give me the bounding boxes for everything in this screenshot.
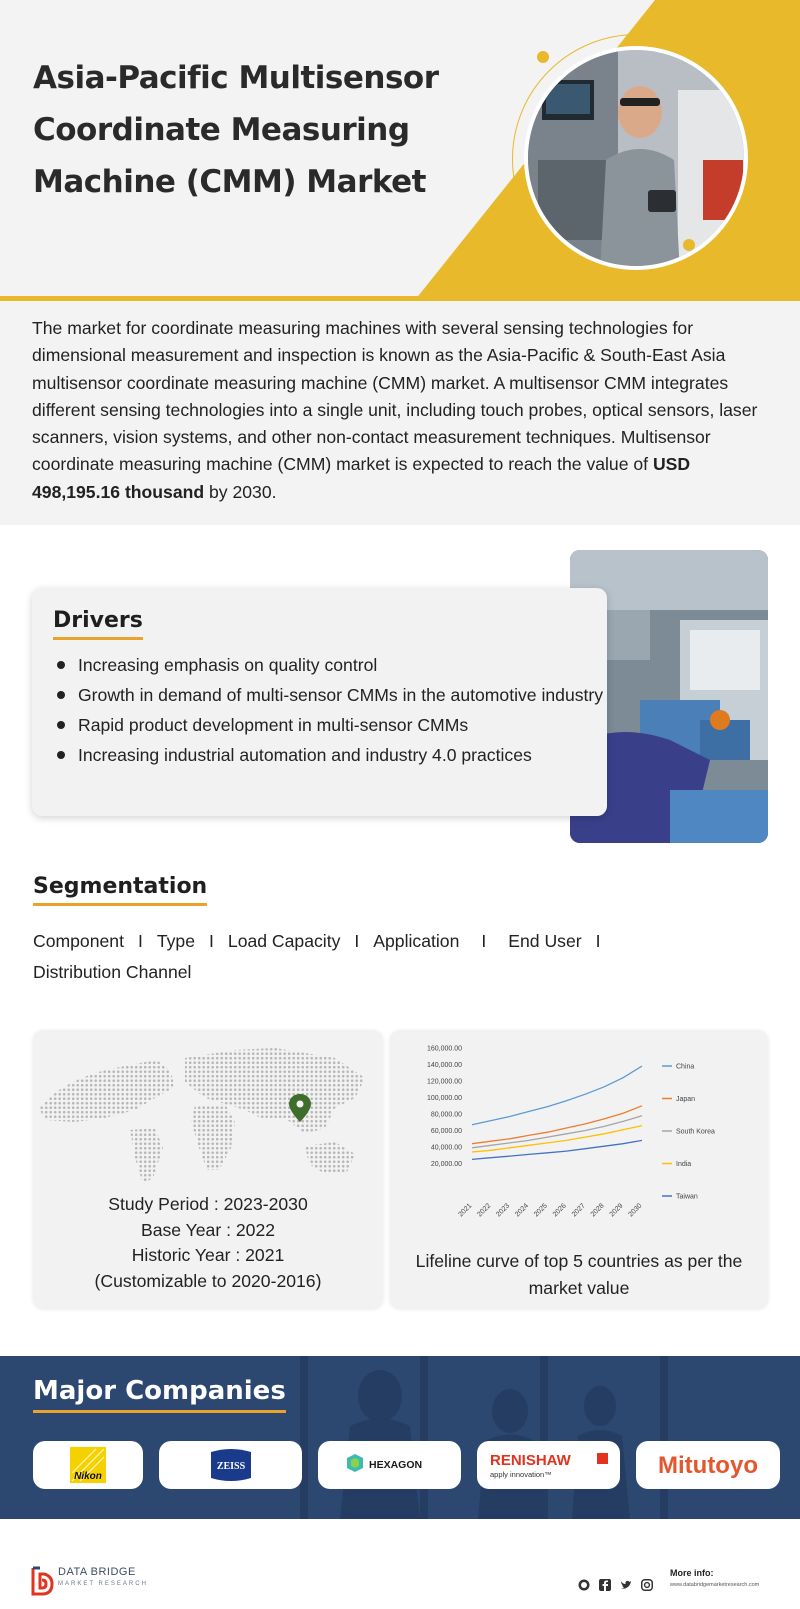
segment-distribution-channel: Distribution Channel	[33, 962, 192, 982]
study-period-card	[33, 1030, 383, 1308]
segment-separator: I	[354, 931, 360, 951]
drivers-title: Drivers	[53, 608, 143, 640]
base-year: Base Year : 2022	[140, 1219, 276, 1240]
y-tick-label: 120,000.00	[426, 1078, 462, 1086]
intro-text-end: by 2030.	[204, 481, 277, 502]
zeiss-logo	[159, 1441, 302, 1489]
website-link[interactable]: www.databridgemarketresearch.com	[670, 1582, 760, 1588]
segment-separator: I	[595, 931, 601, 951]
intro-paragraph	[32, 315, 772, 506]
bullet-icon	[57, 721, 65, 729]
y-tick-label: 160,000.00	[426, 1045, 462, 1053]
accent-dot	[683, 239, 695, 251]
y-tick-label: 40,000.00	[430, 1144, 462, 1152]
world-map-dotted	[35, 1038, 381, 1188]
market-value-highlight: USD 498,195.16 thousand	[32, 454, 691, 502]
series-line-japan	[472, 1106, 642, 1144]
legend-label: Japan	[676, 1096, 696, 1103]
segment-application: Application	[373, 931, 460, 951]
y-tick-label: 140,000.00	[426, 1062, 462, 1069]
x-tick-label: 2030	[627, 1202, 644, 1219]
x-tick-label: 2028	[589, 1202, 606, 1219]
header	[0, 0, 800, 300]
bullet-icon	[57, 751, 65, 759]
segmentation-title: Segmentation	[33, 874, 207, 906]
segment-load-capacity: Load Capacity	[227, 931, 341, 951]
segment-type: Type	[156, 931, 196, 951]
renishaw-wordmark: RENISHAW	[489, 1452, 571, 1469]
driver-text: Rapid product development in multi-sensor CMMs	[78, 715, 469, 735]
instagram-icon[interactable]	[641, 1578, 653, 1590]
x-tick-label: 2021	[457, 1202, 474, 1219]
bullet-icon	[57, 661, 65, 669]
data-bridge-logo-icon	[30, 1566, 54, 1596]
segment-component: Component	[33, 931, 124, 951]
customizable-range: (Customizable to 2020-2016)	[94, 1270, 322, 1291]
driver-item	[54, 680, 604, 710]
major-companies-section	[0, 1356, 800, 1519]
drivers-list	[54, 650, 604, 770]
footer	[0, 1560, 800, 1609]
drivers-card	[32, 588, 607, 816]
study-info	[33, 1192, 383, 1294]
driver-item	[54, 650, 604, 680]
nikon-logo	[33, 1441, 143, 1489]
renishaw-tagline: apply innovation™	[489, 1470, 552, 1479]
x-tick-label: 2024	[514, 1202, 531, 1219]
hexagon-logo	[318, 1441, 461, 1489]
mitutoyo-logo	[636, 1441, 780, 1489]
legend-label: South Korea	[676, 1128, 715, 1136]
historic-year: Historic Year : 2021	[131, 1245, 285, 1265]
x-tick-label: 2029	[608, 1202, 625, 1219]
driver-item	[54, 740, 604, 770]
hexagon-wordmark: HEXAGON	[368, 1459, 422, 1471]
y-tick-label: 20,000.00	[430, 1161, 462, 1168]
zeiss-wordmark: ZEISS	[216, 1461, 245, 1472]
line-chart	[390, 1030, 768, 1245]
y-tick-label: 100,000.00	[426, 1095, 462, 1102]
page-title: Asia-Pacific Multisensor Coordinate Measuring Machine (CMM) Market	[33, 60, 439, 200]
legend-label: China	[676, 1063, 695, 1071]
bullet-icon	[57, 691, 65, 699]
brand-name: DATA BRIDGE	[58, 1566, 136, 1578]
x-tick-label: 2022	[476, 1202, 493, 1219]
intro-text: The market for coordinate measuring machines with several sensing technologies for dimensional measurement and inspection is known as the Asia-Pacific & South-East Asia multisensor coordinate measuring machine (CMM) market. A multisensor CMM integrates different sensing technologies into a single unit, including touch probes, optical sensors, laser scanners, vision systems, and other non-contact measurement techniques. Multisensor coordinate measuring machine (CMM) market is expected to reach the value of	[32, 318, 758, 475]
y-tick-label: 60,000.00	[430, 1128, 462, 1135]
accent-dot	[537, 51, 549, 63]
segment-end-user: End User	[508, 931, 582, 951]
companies-title: Major Companies	[33, 1376, 286, 1413]
whatsapp-icon[interactable]	[578, 1578, 590, 1590]
brand-subtitle: MARKET RESEARCH	[58, 1581, 148, 1587]
legend-label: Taiwan	[676, 1193, 698, 1201]
segmentation-list	[33, 926, 753, 988]
segment-separator: I	[137, 931, 143, 951]
driver-text: Increasing emphasis on quality control	[78, 655, 378, 675]
x-tick-label: 2027	[570, 1202, 587, 1219]
mitutoyo-wordmark: Mitutoyo	[658, 1452, 758, 1479]
nikon-wordmark: Nikon	[74, 1471, 102, 1482]
chart-caption: Lifeline curve of top 5 countries as per the market value	[415, 1251, 743, 1298]
driver-text: Growth in demand of multi-sensor CMMs in the automotive industry	[78, 685, 604, 705]
header-photo-technician	[524, 46, 748, 270]
y-tick-label: 80,000.00	[430, 1111, 462, 1119]
segment-separator: I	[481, 931, 487, 951]
legend-label: India	[676, 1161, 692, 1168]
driver-text: Increasing industrial automation and industry 4.0 practices	[78, 745, 532, 765]
driver-item	[54, 710, 604, 740]
segment-separator: I	[209, 931, 214, 951]
facebook-icon[interactable]	[599, 1578, 611, 1590]
social-links	[578, 1578, 653, 1590]
x-tick-label: 2025	[533, 1202, 549, 1219]
chart-card	[390, 1030, 768, 1308]
x-tick-label: 2026	[551, 1202, 568, 1219]
series-line-china	[472, 1066, 642, 1125]
study-period: Study Period : 2023-2030	[108, 1194, 308, 1214]
x-tick-label: 2023	[495, 1202, 512, 1219]
more-info-label: More info:	[670, 1568, 714, 1578]
twitter-icon[interactable]	[620, 1578, 632, 1590]
footer-brand	[58, 1566, 148, 1590]
renishaw-logo	[477, 1441, 620, 1489]
intro-section	[0, 301, 800, 525]
